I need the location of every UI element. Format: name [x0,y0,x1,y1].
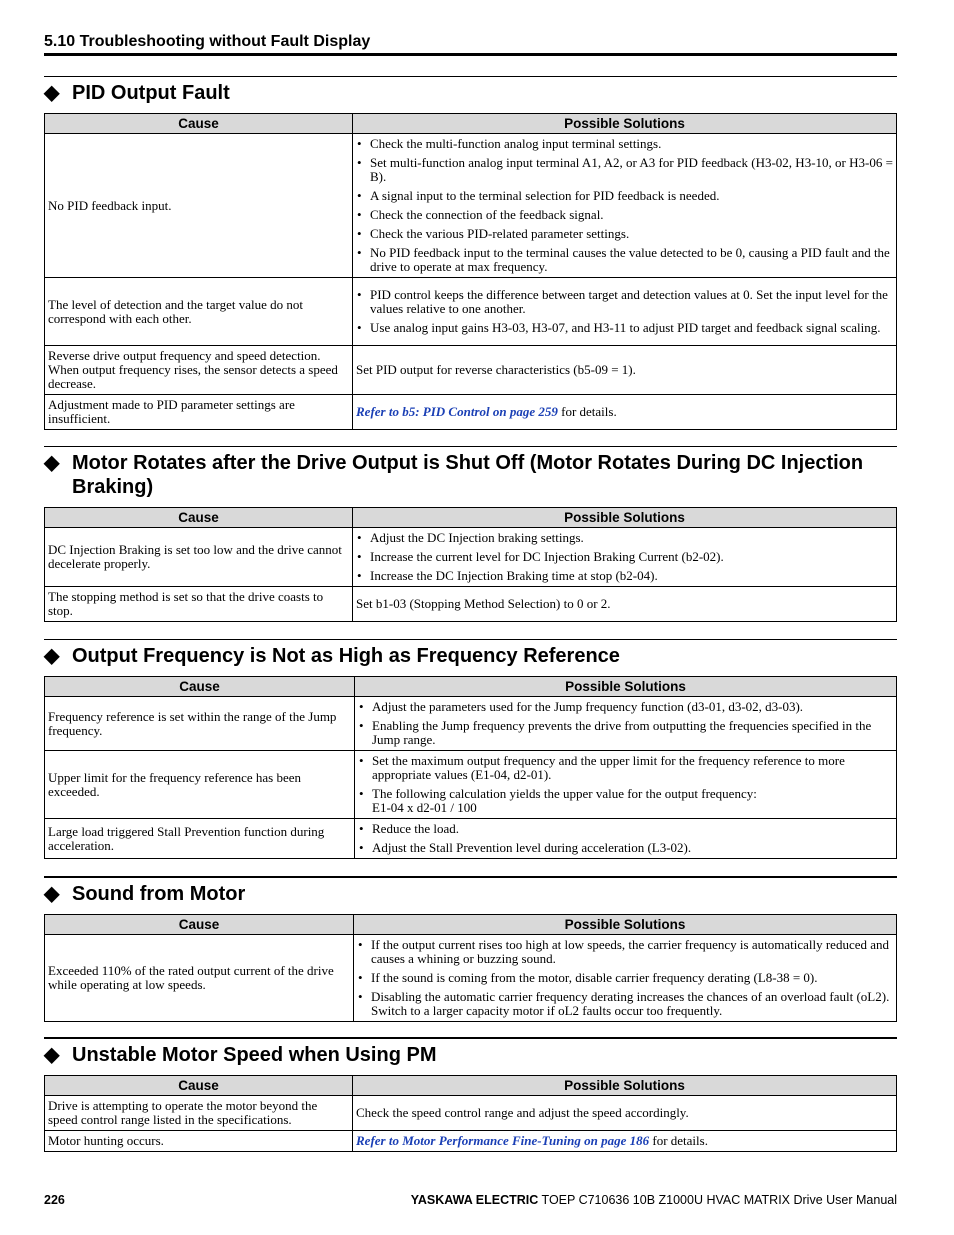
solution-item: • A signal input to the terminal selection for PID feedback is needed. [356,189,893,203]
page-number: 226 [44,1193,65,1207]
solutions-cell [355,751,897,819]
table-row [45,1131,897,1152]
solutions-cell [353,528,897,587]
reference-suffix: for details. [649,1133,708,1148]
section-title: Sound from Motor [72,883,246,905]
solution-item: • Check the multi-function analog input terminal settings. [356,137,893,151]
diamond-bullet-icon: ◆ [44,452,60,474]
footer-manual-title [411,1193,897,1207]
troubleshooting-table [44,113,897,430]
diamond-bullet-icon: ◆ [44,82,60,104]
solutions-cell [355,819,897,859]
table-row [45,697,897,751]
section-pid-output-fault [44,76,897,430]
diamond-bullet-icon: ◆ [44,1044,60,1066]
solution-item: • Set the maximum output frequency and the upper limit for the frequency reference to more appropriate values (E1-04, d2-01). [358,754,893,782]
solutions-cell [353,1131,897,1152]
solutions-header: Possible Solutions [353,508,897,528]
cause-cell: Exceeded 110% of the rated output current of the drive while operating at low speeds. [45,935,354,1022]
section-sound-from-motor [44,876,897,1022]
footer-brand: YASKAWA ELECTRIC [410,1193,539,1207]
troubleshooting-table [44,914,897,1022]
solution-list [358,700,893,747]
solutions-cell [353,395,897,430]
solutions-cell [353,278,897,346]
cause-cell: Large load triggered Stall Prevention function during acceleration. [45,819,355,859]
table-row [45,395,897,430]
cause-cell: Adjustment made to PID parameter settings are insufficient. [45,395,353,430]
solution-list [358,822,893,855]
table-header-row [45,508,897,528]
cause-header: Cause [45,915,354,935]
section-heading [44,446,897,507]
table-row [45,1096,897,1131]
solution-item: • Adjust the DC Injection braking settings. [356,531,893,545]
solution-item: • The following calculation yields the upper value for the output frequency: E1-04 x d2-01 / 100 [358,787,893,815]
section-motor-rotates-after-shutoff [44,446,897,622]
solutions-header: Possible Solutions [355,677,897,697]
table-row [45,346,897,395]
table-row [45,935,897,1022]
cause-header: Cause [45,677,355,697]
table-header-row [45,114,897,134]
solutions-cell: Set PID output for reverse characteristics (b5-09 = 1). [353,346,897,395]
solution-item: • Check the connection of the feedback signal. [356,208,893,222]
cause-cell: No PID feedback input. [45,134,353,278]
solution-item: • If the output current rises too high at low speeds, the carrier frequency is automatically reduced and causes a whining or buzzing sound. [357,938,893,966]
solution-item: • Disabling the automatic carrier frequency derating increases the chances of an overload fault (oL2). Switch to a larger capacity motor if oL2 faults occur too frequently. [357,990,893,1018]
table-row [45,751,897,819]
cause-cell: The level of detection and the target value do not correspond with each other. [45,278,353,346]
solutions-header: Possible Solutions [353,114,897,134]
table-row [45,528,897,587]
solutions-header: Possible Solutions [354,915,897,935]
solution-item: • Set multi-function analog input terminal A1, A2, or A3 for PID feedback (H3-02, H3-10, or H3-06 = B). [356,156,893,184]
solution-item: • PID control keeps the difference between target and detection values at 0. Set the input level for the values relative to one another. [356,288,893,316]
solution-list [356,137,893,274]
troubleshooting-table [44,1075,897,1152]
troubleshooting-table [44,676,897,859]
section-title: PID Output Fault [72,82,230,104]
table-row [45,134,897,278]
solutions-cell [355,697,897,751]
solution-item: • Adjust the parameters used for the Jump frequency function (d3-01, d3-02, d3-03). [358,700,893,714]
page-header-title: 5.10 Troubleshooting without Fault Display [44,33,371,50]
section-output-frequency-low [44,639,897,859]
solution-item: • Adjust the Stall Prevention level during acceleration (L3-02). [358,841,893,855]
solutions-cell [354,935,897,1022]
reference-link[interactable]: Refer to b5: PID Control on page 259 [356,404,558,419]
solution-item: • Use analog input gains H3-03, H3-07, and H3-11 to adjust PID target and feedback signal scaling. [356,321,893,335]
diamond-bullet-icon: ◆ [44,645,60,667]
cause-cell: Upper limit for the frequency reference has been exceeded. [45,751,355,819]
cause-header: Cause [45,508,353,528]
footer-manual: TOEP C710636 10B Z1000U HVAC MATRIX Drive User Manual [538,1193,897,1207]
cause-cell: Motor hunting occurs. [45,1131,353,1152]
section-heading [44,876,897,914]
section-title: Output Frequency is Not as High as Frequency Reference [72,645,620,667]
cause-cell: Reverse drive output frequency and speed detection. When output frequency rises, the sensor detects a speed decrease. [45,346,353,395]
solution-item: • If the sound is coming from the motor, disable carrier frequency derating (L8-38 = 0). [357,971,893,985]
table-header-row [45,677,897,697]
solutions-cell [353,134,897,278]
cause-header: Cause [45,1076,353,1096]
solution-list [358,754,893,815]
solution-list [357,938,893,1018]
table-header-row [45,915,897,935]
cause-cell: DC Injection Braking is set too low and the drive cannot decelerate properly. [45,528,353,587]
solutions-header: Possible Solutions [353,1076,897,1096]
cause-cell: Drive is attempting to operate the motor beyond the speed control range listed in the specifications. [45,1096,353,1131]
table-row [45,587,897,622]
troubleshooting-table [44,507,897,622]
section-heading [44,76,897,113]
section-heading [44,1037,897,1075]
solutions-cell: Check the speed control range and adjust the speed accordingly. [353,1096,897,1131]
section-title: Unstable Motor Speed when Using PM [72,1044,437,1066]
table-row [45,819,897,859]
page-footer [44,1193,897,1211]
solution-item: • No PID feedback input to the terminal causes the value detected to be 0, causing a PID fault and the drive to operate at max frequency. [356,246,893,274]
reference-suffix: for details. [557,404,617,419]
solution-item: • Enabling the Jump frequency prevents the drive from outputting the frequencies specified in the Jump range. [358,719,893,747]
section-heading [44,639,897,676]
page-header [44,33,897,56]
solution-list [356,288,893,335]
solution-list [356,531,893,583]
cause-cell: Frequency reference is set within the range of the Jump frequency. [45,697,355,751]
table-row [45,278,897,346]
table-header-row [45,1076,897,1096]
section-unstable-motor-speed-pm [44,1037,897,1152]
solutions-cell: Set b1-03 (Stopping Method Selection) to 0 or 2. [353,587,897,622]
reference-link[interactable]: Refer to Motor Performance Fine-Tuning on page 186 [356,1133,650,1148]
diamond-bullet-icon: ◆ [44,883,60,905]
solution-item: • Increase the DC Injection Braking time at stop (b2-04). [356,569,893,583]
solution-item: • Check the various PID-related parameter settings. [356,227,893,241]
cause-header: Cause [45,114,353,134]
solution-item: • Reduce the load. [358,822,893,836]
section-title: Motor Rotates after the Drive Output is Shut Off (Motor Rotates During DC Injection Braking) [72,452,864,498]
cause-cell: The stopping method is set so that the drive coasts to stop. [45,587,353,622]
solution-item: • Increase the current level for DC Injection Braking Current (b2-02). [356,550,893,564]
